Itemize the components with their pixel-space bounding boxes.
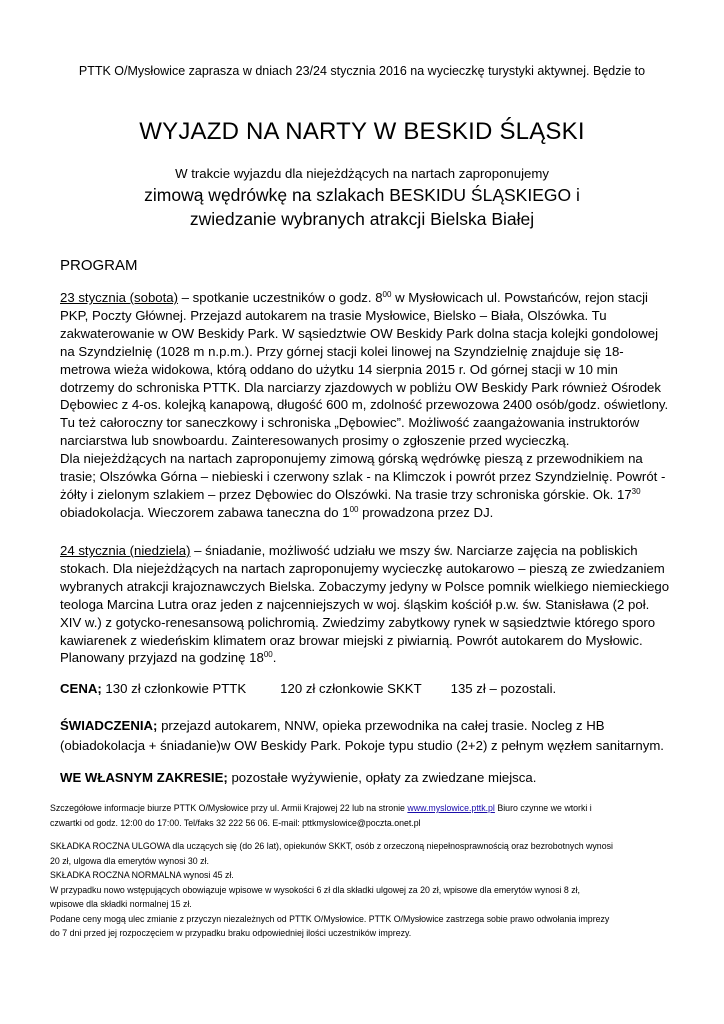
info-line-2: czwartki od godz. 12:00 do 17:00. Tel/faks 32 222 56 06. E-mail: pttkmyslowice@poczta.onet.pl: [50, 817, 421, 828]
saturday-line-4: na Szyndzielnię (1028 m n.p.m.). Przy górnej stacji kolei linowej na Szyndzielnię znajduje się 18-: [60, 343, 624, 359]
saturday-line-9: narciarstwa lub snowboardu. Zainteresowanych prosimy o zgłoszenie przed wycieczką.: [60, 433, 570, 449]
price-label: CENA;: [60, 681, 102, 696]
website-link[interactable]: www.myslowice.pttk.pl: [407, 803, 495, 813]
saturday-line-10: Dla niejeżdżących na nartach zaproponujemy zimową górską wędrówkę pieszą z przewodnikiem na: [60, 451, 643, 467]
own-cost-text: pozostałe wyżywienie, opłaty za zwiedzane miejsca.: [227, 770, 537, 785]
own-cost-section: [60, 770, 536, 785]
fees-line-5: wpisowe dla składki normalnej 15 zł.: [50, 899, 192, 909]
saturday-line-11: trasie; Olszówka Górna – niebieski i czerwony szlak - na Klimczok i powrót przez Szyndzielnię. Powrót -: [60, 469, 666, 485]
info-section: Szczegółowe informacje biurze PTTK O/Mysłowice przy ul. Armii Krajowej 22 lub na stronie www.myslowice.pttk.pl Biuro czynne we wtorki i czwartki od godz. 12:00 do 17:00. Tel/faks 32 222 56 06. E-mail: pttkmyslowice@poczta.onet.pl: [50, 801, 690, 830]
saturday-line-13: obiadokolacja. Wieczorem zabawa taneczna do $1^{00}$ prowadzona przez DJ.: [60, 504, 494, 520]
services-section: [60, 716, 664, 756]
saturday-line-2: PKP, Poczty Głównej. Przejazd autokarem na trasie Mysłowice, Bielsko – Biała, Olszówka. Tu: [60, 307, 607, 323]
price-skkt: 120 zł członkowie SKKT: [280, 681, 422, 696]
subtitle-line-1: W trakcie wyjazdu dla niejeżdżących na nartach zaproponujemy: [175, 166, 549, 181]
price-section: [60, 681, 556, 696]
sunday-line-2: stokach. Dla niejeżdżących na nartach zaproponujemy wycieczkę autokarowo – pieszą ze zwiedzaniem: [60, 560, 665, 576]
own-cost-label: WE WŁASNYM ZAKRESIE;: [60, 770, 228, 785]
services-line-1: przejazd autokarem, NNW, opieka przewodnika na całej trasie. Nocleg z HB: [157, 718, 605, 733]
fees-line-4: W przypadku nowo wstępujących obowiązuje wpisowe w wysokości 6 zł dla składki ulgowej za 20 zł, wpisowe dla emerytów wynosi 8 zł,: [50, 884, 580, 895]
subtitle-line-3: zwiedzanie wybranych atrakcji Bielska Białej: [189, 209, 535, 229]
saturday-section: [60, 289, 680, 522]
fees-section: [50, 839, 690, 941]
fees-line-6: Podane ceny mogą ulec zmianie z przyczyn niezależnych od PTTK O/Mysłowice. PTTK O/Mysłowice zastrzega sobie prawo odwołania imprezy: [50, 913, 610, 924]
saturday-line-6: dotrzemy do schroniska PTTK. Dla narciarzy zjazdowych w pobliżu OW Beskidy Park również Ośrodek: [60, 379, 661, 395]
sunday-section: [60, 542, 680, 667]
page-title: WYJAZD NA NARTY W BESKID ŚLĄSKI: [139, 118, 585, 145]
sunday-date: 24 stycznia (niedziela): [60, 543, 191, 558]
intro-text: PTTK O/Mysłowice zaprasza w dniach 23/24 stycznia 2016 na wycieczkę turystyki aktywnej. Będzie to: [78, 64, 646, 78]
sunday-line-4: teologa Marcina Lutra oraz jeden z najcenniejszych w woj. śląskim kościół p.w. św. Stanisława (2 poł.: [60, 596, 650, 612]
price-other: 135 zł – pozostali.: [450, 681, 557, 696]
fees-line-3: SKŁADKA ROCZNA NORMALNA wynosi 45 zł.: [50, 870, 234, 880]
sunday-line-5: XIV w.) z gotycko-renesansową polichromią. Zwiedzimy zabytkowy rynek w sąsiedztwie którego sporo: [60, 614, 656, 630]
subtitle-line-2: zimową wędrówkę na szlakach BESKIDU ŚLĄSKIEGO i: [144, 185, 580, 205]
saturday-line-12: żółty i zielonym szlakiem – przez Dębowiec do Olszówki. Na trasie trzy schroniska górskie. Ok. $17^{30}$: [60, 486, 641, 502]
services-line-2: (obiadokolacja + śniadanie)w OW Beskidy Park. Pokoje typu studio (2+2) z pełnym węzłem sanitarnym.: [60, 738, 664, 753]
saturday-line-3: zakwaterowanie w OW Beskidy Park. W sąsiedztwie OW Beskidy Park dolna stacja kolejki gondolowej: [60, 325, 659, 341]
program-heading: PROGRAM: [60, 257, 138, 274]
fees-line-1: SKŁADKA ROCZNA ULGOWA dla uczących się (do 26 lat), opiekunów SKKT, osób z orzeczoną niepełnosprawnością oraz bezrobotnych wynosi: [50, 841, 613, 851]
saturday-line-1: 23 stycznia (sobota) – spotkanie uczestników o godz. $8^{00}$ w Mysłowicach ul. Powstańców, rejon stacji: [60, 290, 648, 305]
saturday-line-8: Tu też całoroczny tor saneczkowy i schroniska „Dębowiec”. Możliwość zaangażowania instruktorów: [60, 415, 640, 431]
saturday-date: 23 stycznia (sobota): [60, 290, 179, 305]
price-pttk: 130 zł członkowie PTTK: [101, 681, 247, 696]
saturday-line-5: metrowa wieża widokowa, którą oddano do użytku 14 sierpnia 2015 r. Od górnej stacji w 10 min: [60, 361, 618, 377]
services-label: ŚWIADCZENIA;: [60, 718, 158, 733]
sunday-line-6: kawiarenek z wiedeńskim klimatem oraz browar miejski z piwiarnią. Powrót autokarem do Mysłowic.: [60, 632, 643, 648]
fees-line-7: do 7 dni przed jej rozpoczęciem w przypadku braku odpowiedniej ilości uczestników imprezy.: [50, 928, 412, 938]
sunday-line-1: 24 stycznia (niedziela) – śniadanie, możliwość udziału we mszy św. Narciarze zajęcia na pobliskich: [60, 543, 638, 558]
sunday-line-3: wybranych atrakcji krajoznawczych Bielska. Zobaczymy jedyny w Polsce pomnik wielkiego niemieckiego: [60, 578, 670, 594]
sunday-line-7: Planowany przyjazd na godzinę $18^{00}$.: [60, 650, 277, 666]
fees-line-2: 20 zł, ulgowa dla emerytów wynosi 30 zł.: [50, 855, 209, 866]
saturday-line-7: Dębowiec z 4-os. kolejką kanapową, długość 600 m, zdolność przewozowa 2400 osób/godz. oświetlony.: [60, 397, 669, 413]
